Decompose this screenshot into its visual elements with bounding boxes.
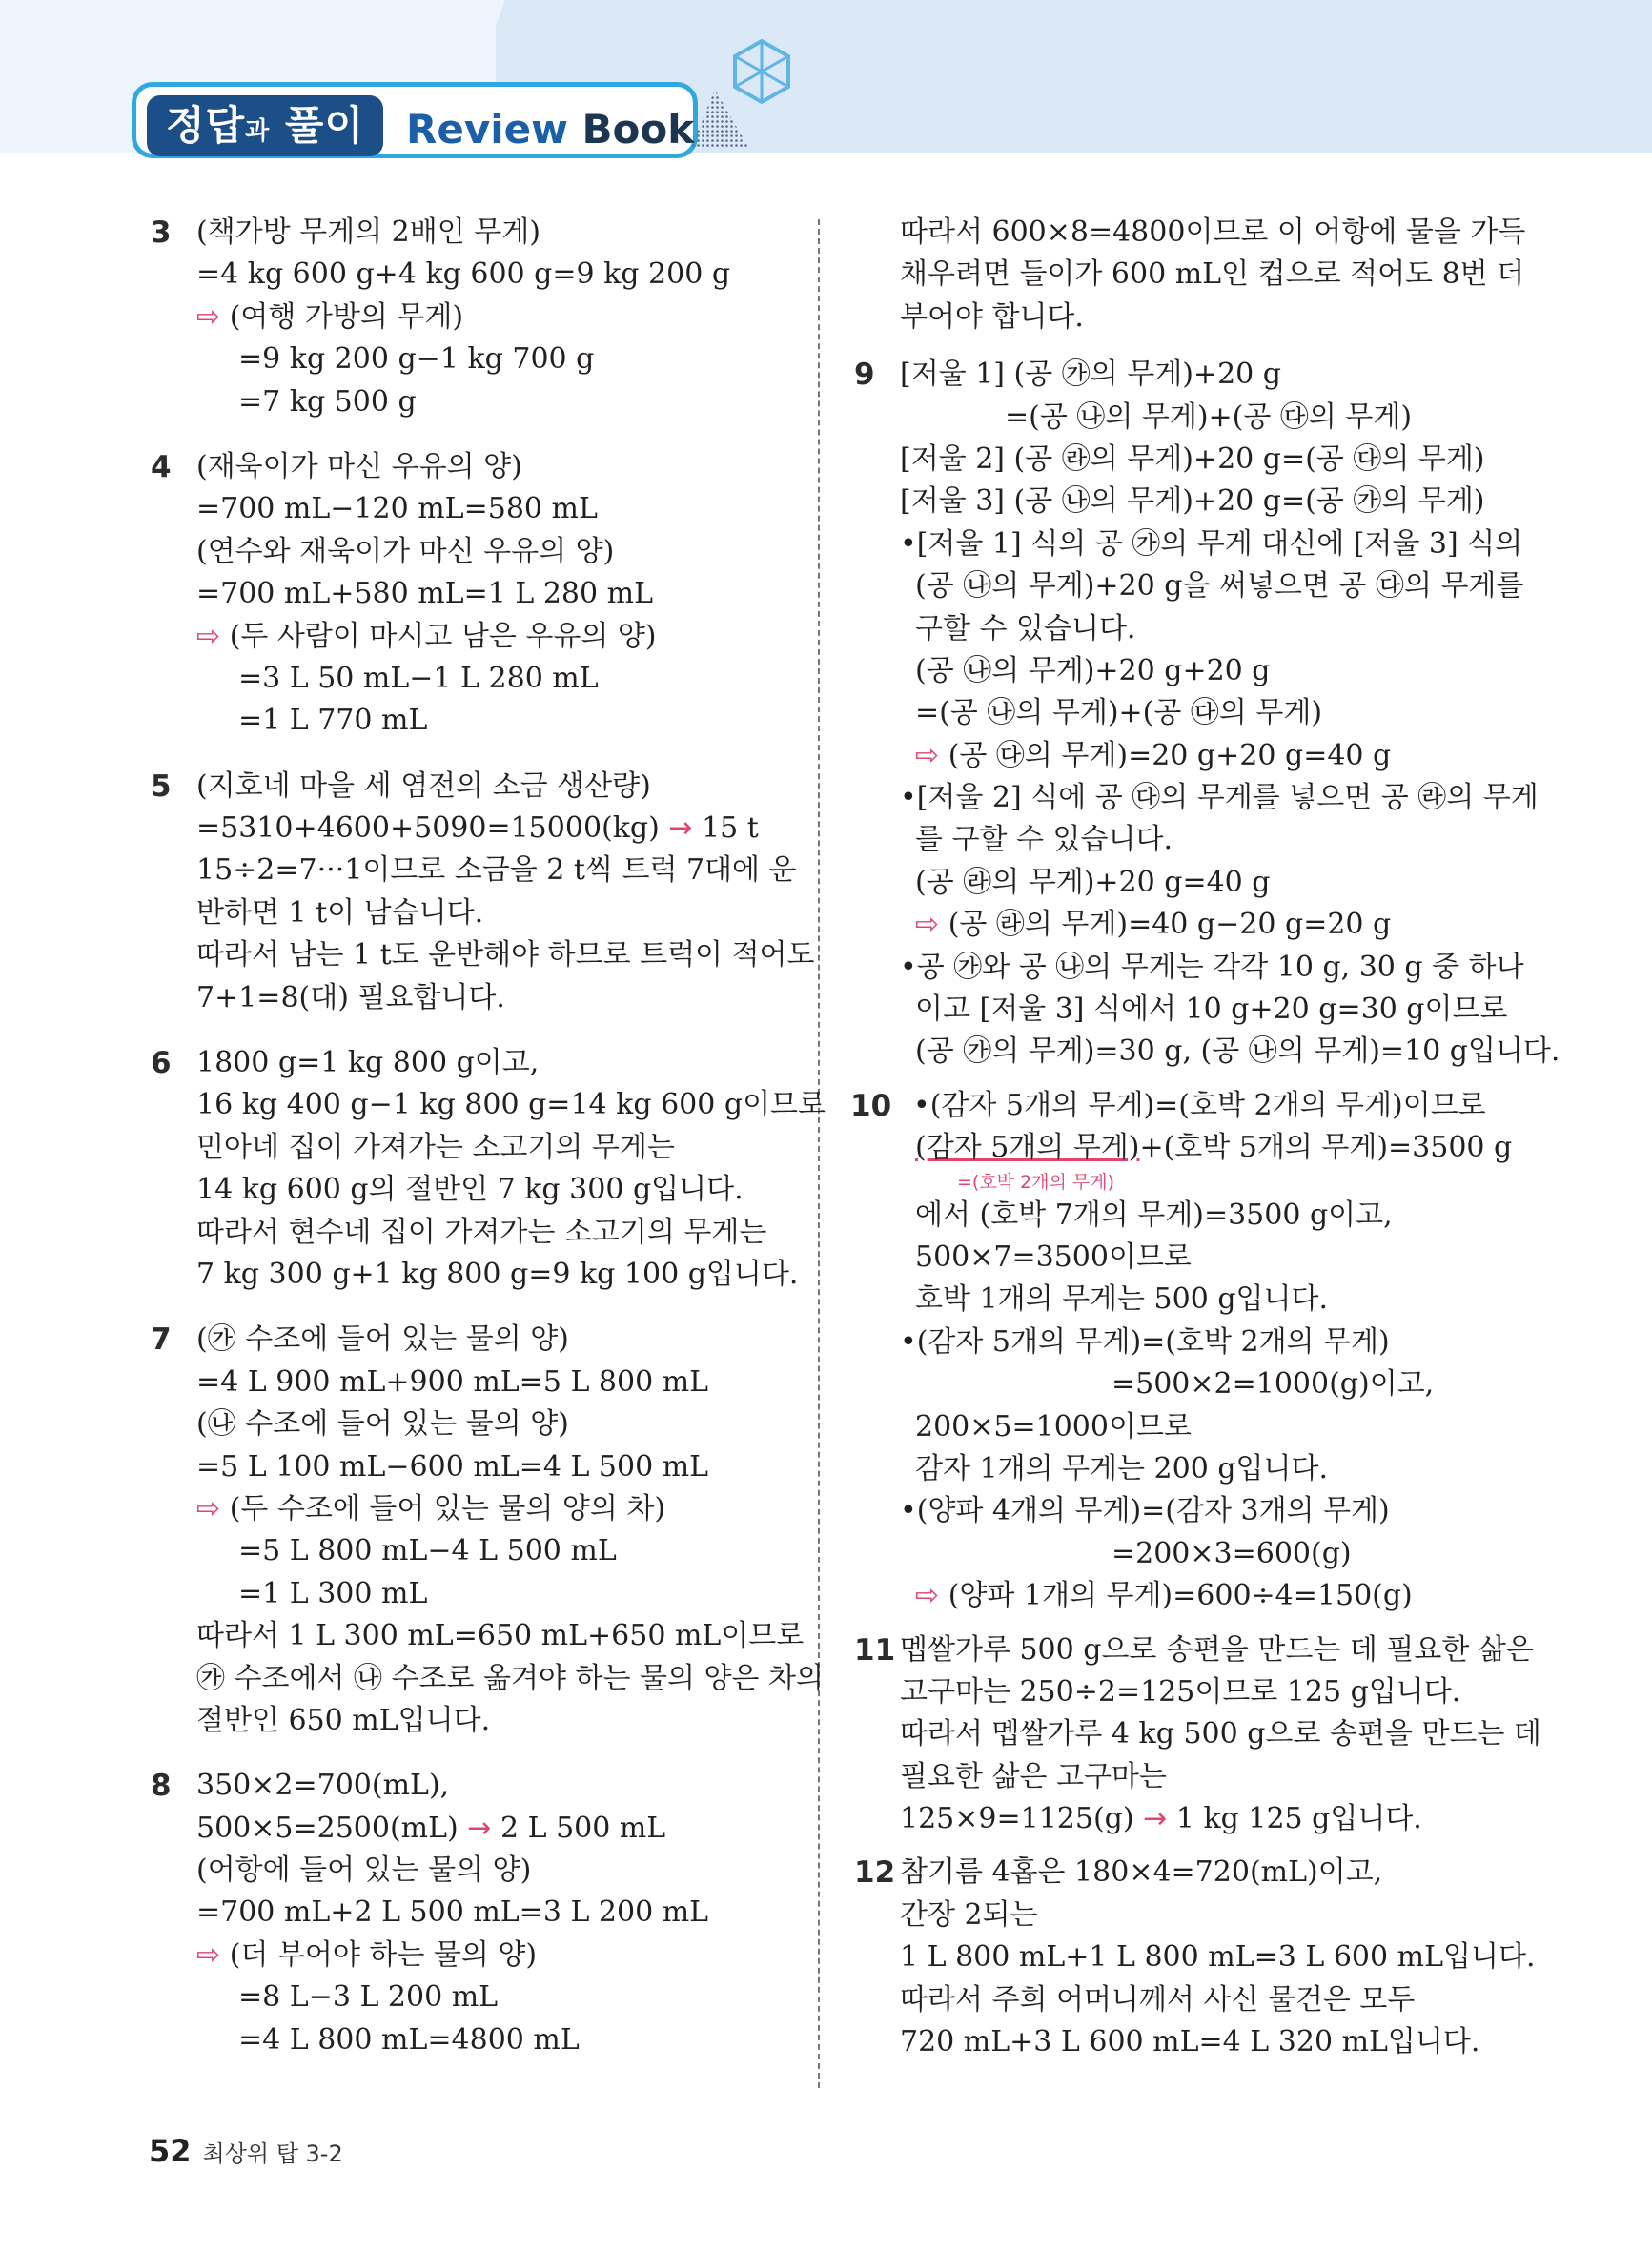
solution-line: 따라서 남는 1 t도 운반해야 하므로 트럭이 적어도 [196, 938, 815, 973]
solution-line: 따라서 멥쌀가루 4 kg 500 g으로 송편을 만드는 데 [900, 1717, 1541, 1751]
hollow-arrow-icon: ⇨ [196, 1937, 221, 1972]
solution-line [900, 1798, 1502, 1840]
problem-8 [151, 1765, 787, 2061]
solution-line [196, 1808, 787, 1850]
solution-line: 구할 수 있습니다. [915, 611, 1136, 645]
solution-line: 이고 [저울 3] 식에서 10 g+20 g=30 g이므로 [915, 993, 1508, 1027]
underlined-term: (감자 5개의 무게) [915, 1131, 1140, 1165]
page-footer [149, 2132, 343, 2170]
problem-number: 10 [850, 1088, 892, 1123]
problem-5 [151, 766, 815, 1019]
hollow-arrow-icon: ⇨ [196, 619, 221, 653]
problem-9 [854, 354, 1560, 1074]
solution-line: =700 mL+580 mL=1 L 280 mL [196, 577, 653, 611]
problem-number: 6 [151, 1046, 172, 1081]
solution-line: =4 L 800 mL=4800 mL [238, 2022, 580, 2057]
solution-line: (어항에 들어 있는 물의 양) [196, 1854, 532, 1888]
solution-line: =8 L−3 L 200 mL [238, 1980, 499, 2015]
problem-8-continued [854, 212, 1526, 338]
solution-text: (양파 1개의 무게)=600÷4=150(g) [948, 1579, 1413, 1613]
solution-text: (여행 가방의 무게) [229, 299, 464, 334]
solution-line: 민아네 집이 가져가는 소고기의 무게는 [196, 1130, 675, 1164]
problem-number: 7 [151, 1322, 172, 1358]
badge-main: 정답 [165, 102, 246, 149]
solution-line: 멥쌀가루 500 g으로 송편을 만드는 데 필요한 삶은 [900, 1632, 1534, 1667]
problem-number: 11 [854, 1632, 896, 1668]
solution-line: 500×7=3500이므로 [915, 1239, 1192, 1274]
solution-line [900, 1575, 1502, 1617]
solution-line: [저울 2] (공 ㉱의 무게)+20 g=(공 ㉰의 무게) [900, 441, 1485, 476]
solution-line: 채우려면 들이가 600 mL인 컵으로 적어도 8번 더 [900, 257, 1525, 292]
solution-line: 부어야 합니다. [900, 299, 1084, 334]
solution-line [196, 1488, 787, 1530]
solution-line: •(감자 5개의 무게)=(호박 2개의 무게) [900, 1324, 1390, 1359]
solution-line: •[저울 1] 식의 공 ㉮의 무게 대신에 [저울 3] 식의 [900, 526, 1523, 561]
solution-text: 1 kg 125 g입니다. [1175, 1802, 1422, 1836]
solution-line: (㉯ 수조에 들어 있는 물의 양) [196, 1407, 569, 1442]
solution-line: (재욱이가 마신 우유의 양) [196, 449, 522, 483]
review-book-title [406, 103, 694, 156]
problem-number: 5 [151, 768, 172, 804]
solution-line: =1 L 300 mL [238, 1576, 428, 1610]
solution-line: •(감자 5개의 무게)=(호박 2개의 무게)이므로 [913, 1088, 1486, 1122]
review-word: Review [406, 106, 568, 153]
solution-line: 15÷2=7···1이므로 소금을 2 t씩 트럭 7대에 운 [196, 853, 797, 888]
solution-line [196, 1935, 787, 1976]
book-label: 최상위 탑 3-2 [202, 2140, 343, 2167]
problem-4 [151, 446, 787, 743]
solution-line: (공 ㉯의 무게)+20 g+20 g [915, 653, 1271, 687]
solution-line: =4 L 900 mL+900 mL=5 L 800 mL [196, 1364, 709, 1399]
solution-line: 호박 1개의 무게는 500 g입니다. [915, 1282, 1329, 1317]
problem-number: 4 [151, 449, 172, 484]
solution-line: 참기름 4홉은 180×4=720(mL)이고, [900, 1855, 1383, 1890]
solution-line [196, 297, 787, 338]
solution-line: 를 구할 수 있습니다. [915, 823, 1173, 857]
column-divider [818, 219, 820, 2088]
solution-line: 필요한 삶은 고구마는 [900, 1759, 1167, 1793]
problem-number: 3 [151, 215, 172, 250]
problem-12 [854, 1852, 1536, 2063]
answer-badge [147, 95, 383, 156]
solution-line: =4 kg 600 g+4 kg 600 g=9 kg 200 g [196, 257, 731, 292]
problem-7 [151, 1319, 824, 1742]
solution-line: •공 ㉮와 공 ㉯의 무게는 각각 10 g, 30 g 중 하나 [900, 950, 1524, 984]
badge-end: 풀이 [284, 102, 365, 149]
solution-line: •[저울 2] 식에 공 ㉰의 무게를 넣으면 공 ㉱의 무게 [900, 781, 1539, 815]
hollow-arrow-icon: ⇨ [915, 1579, 940, 1613]
hollow-arrow-icon: ⇨ [196, 1491, 221, 1526]
solution-line: 7 kg 300 g+1 kg 800 g=9 kg 100 g입니다. [196, 1257, 799, 1291]
solution-line: 따라서 600×8=4800이므로 이 어항에 물을 가득 [900, 215, 1526, 249]
problem-11 [854, 1629, 1541, 1841]
solution-line: 에서 (호박 7개의 무게)=3500 g이고, [915, 1198, 1393, 1232]
solution-line: =1 L 770 mL [238, 704, 428, 738]
solution-line: 7+1=8(대) 필요합니다. [196, 980, 505, 1014]
solution-line: 따라서 현수네 집이 가져가는 소고기의 무게는 [196, 1215, 767, 1249]
solution-line: (공 ㉱의 무게)+20 g=40 g [915, 865, 1271, 899]
solution-line: (지호네 마을 세 염전의 소금 생산량) [196, 768, 651, 803]
solution-line [900, 735, 1502, 777]
solution-text: (공 ㉰의 무게)=20 g+20 g=40 g [948, 738, 1392, 772]
solution-text: =5310+4600+5090=15000(kg) [196, 811, 660, 846]
solution-text: (두 수조에 들어 있는 물의 양의 차) [229, 1491, 666, 1526]
solution-text: (더 부어야 하는 물의 양) [229, 1937, 538, 1972]
solution-line: (공 ㉯의 무게)+20 g을 써넣으면 공 ㉰의 무게를 [915, 569, 1524, 604]
arrow-icon: → [1143, 1802, 1168, 1836]
badge-small: 과 [245, 117, 271, 146]
solution-line: ㉮ 수조에서 ㉯ 수조로 옮겨야 하는 물의 양은 차의 [196, 1661, 824, 1695]
solution-line: 200×5=1000이므로 [915, 1409, 1192, 1444]
solution-line: [저울 3] (공 ㉯의 무게)+20 g=(공 ㉮의 무게) [900, 484, 1485, 519]
page-number: 52 [149, 2133, 192, 2169]
solution-text: 125×9=1125(g) [900, 1802, 1134, 1836]
solution-line [900, 1127, 1513, 1169]
solution-text: 15 t [702, 811, 759, 846]
hollow-arrow-icon: ⇨ [196, 299, 221, 334]
solution-line: 절반인 650 mL입니다. [196, 1703, 491, 1737]
solution-line [196, 616, 787, 658]
dotted-triangle-icon [686, 86, 753, 153]
arrow-icon: → [668, 811, 693, 846]
solution-line: 720 mL+3 L 600 mL=4 L 320 mL입니다. [900, 2025, 1480, 2059]
book-word: Book [581, 106, 695, 153]
problem-number: 8 [151, 1769, 172, 1804]
solution-line: =(공 ㉯의 무게)+(공 ㉰의 무게) [1005, 399, 1413, 434]
solution-line: (책가방 무게의 2배인 무게) [196, 215, 540, 249]
solution-line: =5 L 800 mL−4 L 500 mL [238, 1534, 617, 1568]
solution-line: 350×2=700(mL), [196, 1769, 450, 1803]
solution-line: (공 ㉮의 무게)=30 g, (공 ㉯의 무게)=10 g입니다. [915, 1034, 1560, 1069]
solution-line: (㉮ 수조에 들어 있는 물의 양) [196, 1322, 569, 1357]
hollow-arrow-icon: ⇨ [915, 908, 940, 942]
solution-line: =9 kg 200 g−1 kg 700 g [238, 342, 595, 377]
solution-line: 반하면 1 t이 남습니다. [196, 895, 484, 930]
solution-line: 감자 1개의 무게는 200 g입니다. [915, 1451, 1329, 1485]
solution-line: =500×2=1000(g)이고, [1112, 1367, 1435, 1402]
problem-10 [850, 1085, 1513, 1618]
solution-line: =200×3=600(g) [1112, 1536, 1352, 1570]
solution-line: =7 kg 500 g [238, 384, 417, 419]
solution-line [196, 808, 787, 850]
problem-number: 12 [854, 1855, 896, 1891]
solution-line: =700 mL−120 mL=580 mL [196, 492, 598, 526]
right-column [850, 212, 1560, 2063]
solution-text: (공 ㉱의 무게)=40 g−20 g=20 g [948, 908, 1392, 942]
solution-line: 1 L 800 mL+1 L 800 mL=3 L 600 mL입니다. [900, 1940, 1536, 1975]
solution-text: 2 L 500 mL [500, 1811, 666, 1845]
left-column [151, 212, 826, 2061]
hollow-arrow-icon: ⇨ [915, 738, 940, 772]
substitution-note: =(호박 2개의 무게) [957, 1171, 1115, 1193]
solution-text: +(호박 5개의 무게)=3500 g [1139, 1131, 1513, 1165]
solution-line: =(공 ㉯의 무게)+(공 ㉰의 무게) [915, 696, 1323, 730]
solution-line: 고구마는 250÷2=125이므로 125 g입니다. [900, 1674, 1461, 1709]
solution-line: 따라서 주희 어머니께서 사신 물건은 모두 [900, 1982, 1416, 2017]
solution-line: 14 kg 600 g의 절반인 7 kg 300 g입니다. [196, 1173, 744, 1207]
solution-line: 따라서 1 L 300 mL=650 mL+650 mL이므로 [196, 1619, 805, 1653]
problem-6 [151, 1042, 826, 1296]
solution-text: (두 사람이 마시고 남은 우유의 양) [229, 619, 657, 653]
solution-line: [저울 1] (공 ㉮의 무게)+20 g [900, 358, 1281, 392]
solution-text: 500×5=2500(mL) [196, 1811, 459, 1845]
solution-line: (연수와 재욱이가 마신 우유의 양) [196, 534, 615, 568]
solution-line: =700 mL+2 L 500 mL=3 L 200 mL [196, 1895, 709, 1930]
problem-3 [151, 212, 787, 423]
solution-line: 16 kg 400 g−1 kg 800 g=14 kg 600 g이므로 [196, 1088, 826, 1122]
problem-number: 9 [854, 358, 875, 393]
solution-line: 간장 2되는 [900, 1897, 1038, 1932]
solution-line: 1800 g=1 kg 800 g이고, [196, 1046, 540, 1080]
solution-line [900, 904, 1502, 946]
arrow-icon: → [467, 1811, 492, 1845]
solution-line: •(양파 4개의 무게)=(감자 3개의 무게) [900, 1494, 1390, 1528]
solution-line: =3 L 50 mL−1 L 280 mL [238, 661, 599, 695]
solution-line: =5 L 100 mL−600 mL=4 L 500 mL [196, 1449, 709, 1484]
